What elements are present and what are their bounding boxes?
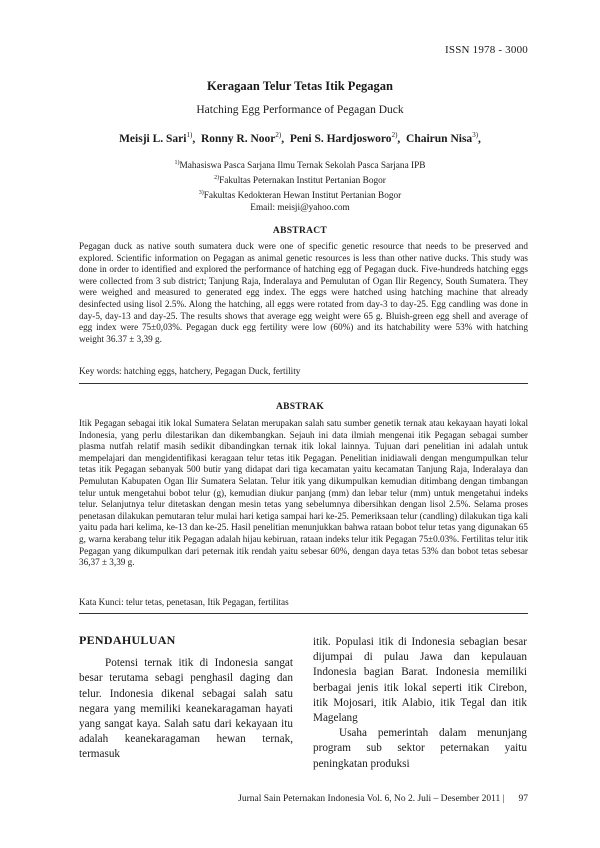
left-column	[79, 633, 293, 763]
affil-text: Fakultas Kedokteran Hewan Institut Pertanian Bogor	[203, 191, 402, 202]
abstract-heading: ABSTRACT	[272, 226, 328, 236]
intro-paragraph: itik. Populasi itik di Indonesia sebagian besar dijumpai di pulau Jawa dan kepulauan Indonesia bagian Barat. Indonesia memiliki berbagai jenis itik lokal seperti itik Cirebon, itik Mojosari, itik Alabio, itik Tegal dan itik Magelang	[313, 636, 527, 725]
author-affil-mark: 3)	[472, 131, 479, 139]
section-divider	[79, 613, 528, 614]
author-affil-mark: 2)	[391, 131, 398, 139]
intro-paragraph: Potensi ternak itik di Indonesia sangat besar terutama sebagi penghasil daging dan telur. Indonesia dikenal sebagai salah satu negara yang memiliki keanekaragaman hayati yang sangat kaya. Salah satu dari kekayaan itu adalah keanekaragaman hewan ternak, termasuk	[79, 657, 293, 761]
affiliation-line	[70, 158, 530, 173]
section-divider	[79, 383, 528, 384]
author-name: Meisji L. Sari	[119, 132, 187, 145]
affil-mark: 3)	[198, 190, 204, 196]
author-email: Email: meisji@yahoo.com	[250, 203, 350, 213]
affil-mark: 2)	[214, 175, 220, 181]
affil-text: Fakultas Peternakan Institut Pertanian Bogor	[219, 176, 386, 187]
paper-subtitle: Hatching Egg Performance of Pegagan Duck	[196, 104, 404, 116]
abstract-text: Pegagan duck as native south sumatera duck were one of specific genetic resource that needs to be preserved and explored. Scientific information on Pegagan as animal genetic resources is less than other native ducks. This study was done in order to identified and explored the performance of hatching egg of Pegagan duck. Five-hundreds hatching eggs were collected from 3 sub district; Tanjung Raja, Inderalaya and Pemulutan of Ogan Ilir Regency, South Sumatera. They were weighed and measured to generated egg index. The eggs were hatched using hatching machine that already desinfected using lisol 2.5%. Along the hatching, all eggs were rotated from day-3 to day-25. Egg candling was done in day-5, day-13 and day-25. The results shows that average egg weight were 65 g. Bluish-green egg shell and average of egg index were 75±0,03%. Pegagan duck egg fertility were low (60%) and its hatchability were 53% with hatching weight 36.37 ± 3,39 g.	[79, 241, 528, 344]
author-affil-mark: 1)	[186, 131, 193, 139]
author-name: Ronny R. Noor	[200, 132, 276, 145]
author-affil-mark: 2)	[275, 131, 282, 139]
abstrak-keywords: Kata Kunci: telur tetas, penetasan, Itik Pegagan, fertilitas	[79, 597, 289, 607]
author-name: Peni S. Hardjosworo	[289, 132, 392, 145]
author-list: Meisji L. Sari$^{1)}$, Ronny R. Noor$^{2)}$, Peni S. Hardjosworo$^{2)}$, Chairun Nisa$^{3)}$,	[119, 131, 481, 145]
page-number: 97	[518, 794, 528, 804]
affil-text: Mahasiswa Pasca Sarjana Ilmu Ternak Sekolah Pasca Sarjana IPB	[179, 161, 426, 172]
abstrak-text: Itik Pegagan sebagai itik lokal Sumatera Selatan merupakan salah satu sumber genetik ternak atau kekayaan hayati lokal Indonesia, yang perlu dilestarikan dan dikembangkan. Sejauh ini data ilmiah mengenai itik Pegagan sebagai sumber plasma nutfah relatif masih sedikit dibandingkan ternak itik lokal lainnya. Tujuan dari penelitian ini adalah untuk mempelajari dan mengidentifikasi keragaan telur tetas itik Pegagan. Penelitian inidiawali dengan mengumpulkan telur tetas itik Pegagan sebanyak 500 butir yang didapat dari tiga kecamatan yaitu kecamatan Tanjung Raja, Inderalaya dan Pemulutan Kabupaten Ogan Ilir Sumatera Selatan. Telur itik yang dikumpulkan kemudian ditimbang dengan timbangan telur untuk mengetahui bobot telur (g), kemudian diukur panjang (mm) dan lebar telur (mm) untuk mengetahui indeks telur. Selanjutnya telur ditetaskan dengan mesin tetas yang sebelumnya dibersihkan dengan lisol 2.5%. Selama proses penetasan dilakukan pemutaran telur mulai hari ketiga sampai hari ke-25. Pemeriksaan telur (candling) dilakukan tiga kali yaitu pada hari kelima, ke-13 dan ke-25. Hasil penelitian menunjukkan bahwa rataan bobot telur tetas yang digunakan 65 g, warna kerabang telur itik Pegagan adalah hijau kebiruan, rataan indeks telur itik Pegagan 75±0.03%. Fertilitas telur itik Pegagan yang dikumpulkan dari peternak itik rendah yaitu sebesar 60%, dengan daya tetas 53% dan bobot tetas sebesar 36,37 ± 3,39 g.	[79, 418, 529, 568]
journal-citation: Jurnal Sain Peternakan Indonesia Vol. 6, No 2. Juli – Desember 2011 |	[238, 794, 505, 804]
issn-number: ISSN 1978 - 3000	[445, 44, 528, 56]
author-name: Chairun Nisa	[406, 132, 473, 145]
intro-paragraph: Usaha pemerintah dalam menunjang program sub sektor peternakan yaitu peningkatan produksi	[313, 727, 527, 770]
right-column	[313, 635, 527, 772]
affiliation-block	[70, 158, 530, 215]
abstrak-heading: ABSTRAK	[275, 402, 325, 412]
paper-title: Keragaan Telur Tetas Itik Pegagan	[207, 79, 393, 93]
affiliation-line	[70, 188, 530, 203]
page-footer	[238, 794, 528, 804]
affiliation-line	[70, 173, 530, 188]
abstract-keywords: Key words: hatching eggs, hatchery, Pegagan Duck, fertility	[79, 366, 301, 376]
affil-mark: 1)	[174, 160, 180, 166]
intro-heading: PENDAHULUAN	[79, 633, 176, 647]
